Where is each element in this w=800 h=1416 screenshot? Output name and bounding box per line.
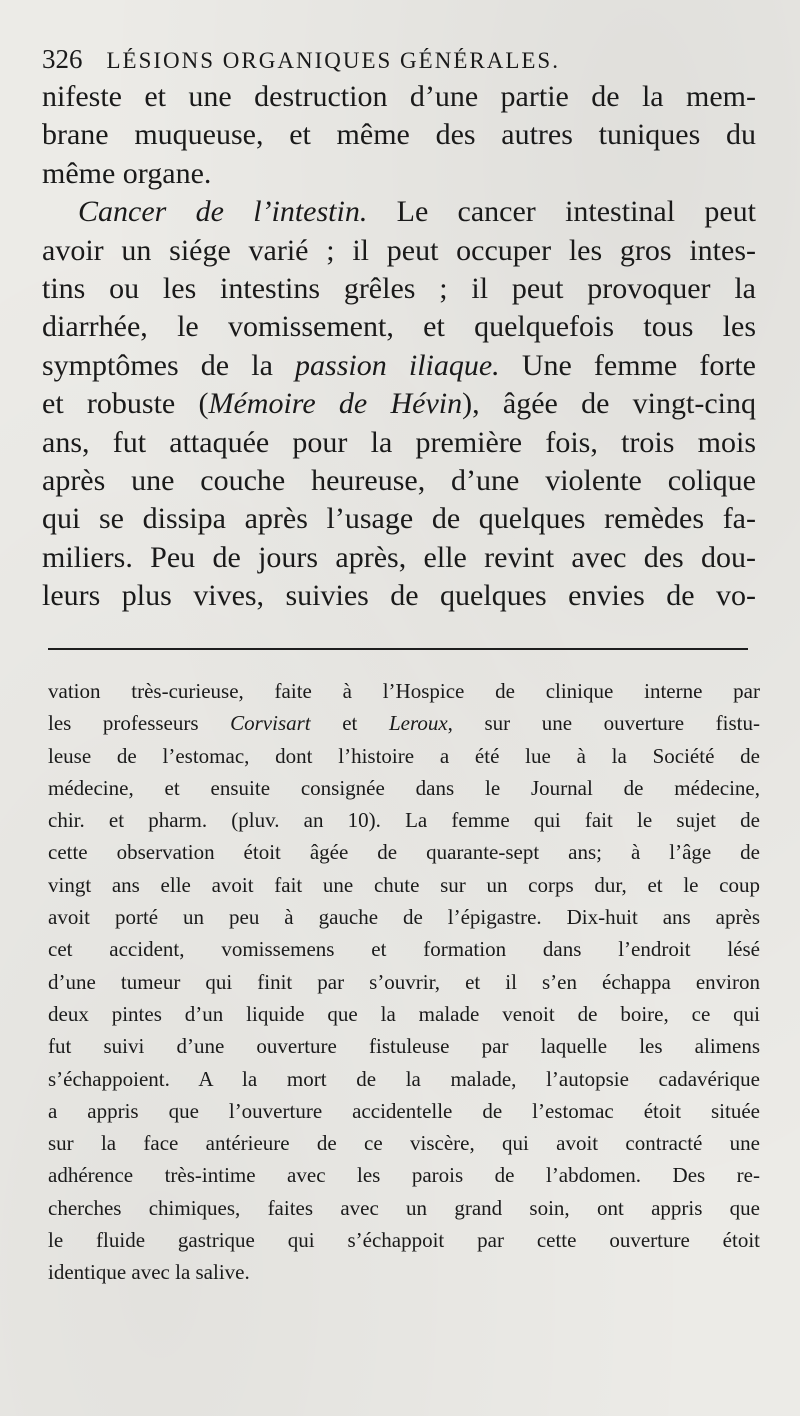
text-line	[42, 385, 756, 423]
page-number: 326	[42, 44, 83, 74]
footnote-line: sur la face antérieure de ce viscère, qui avoit contracté une	[48, 1131, 760, 1156]
citation: Mémoire de Hévin	[208, 387, 463, 421]
footnote-line: cherches chimiques, faites avec un grand soin, ont appris que	[48, 1195, 760, 1220]
footnote-line: cet accident, vomissemens et formation dans l’endroit lésé	[48, 937, 760, 962]
person-name: Corvisart	[230, 711, 311, 736]
footnote-line: s’échappoient. A la mort de la malade, l’autopsie cadavérique	[48, 1066, 760, 1091]
text-span: Le cancer intestinal peut	[367, 195, 756, 229]
footnote-line: d’une tumeur qui finit par s’ouvrir, et il s’en échappa environ	[48, 969, 760, 994]
footnote-line: le fluide gastrique qui s’échappoit par cette ouverture étoit	[48, 1228, 760, 1253]
text-span: et	[310, 711, 389, 736]
footnote-line: cette observation étoit âgée de quarante-sept ans; à l’âge de	[48, 840, 760, 865]
footnote-line	[48, 707, 760, 739]
text-line	[42, 193, 756, 231]
footnote-line: médecine, et ensuite consignée dans le Journal de médecine,	[48, 775, 760, 800]
footnote-line: adhérence très-intime avec les parois de l’abdomen. Des re-	[48, 1163, 760, 1188]
italic-term: passion iliaque.	[295, 348, 500, 382]
text-line: miliers. Peu de jours après, elle revint avec des dou-	[42, 540, 756, 574]
text-line: ans, fut attaquée pour la première fois, trois mois	[42, 425, 756, 459]
text-span: Une femme forte	[499, 348, 756, 382]
text-line: avoir un siége varié ; il peut occuper les gros intes-	[42, 233, 756, 267]
text-line: même organe.	[42, 156, 212, 190]
running-title: LÉSIONS ORGANIQUES GÉNÉRALES.	[106, 48, 560, 73]
person-name: Leroux	[388, 711, 448, 736]
footnote-line: avoit porté un peu à gauche de l’épigastre. Dix-huit ans après	[48, 905, 760, 930]
text-line: diarrhée, le vomissement, et quelquefois tous les	[42, 310, 756, 344]
footnote-line: identique avec la salive.	[48, 1260, 250, 1285]
footnote-line: fut suivi d’une ouverture fistuleuse par laquelle les alimens	[48, 1034, 760, 1059]
text-line: leurs plus vives, suivies de quelques envies de vo-	[42, 579, 756, 613]
text-line	[42, 347, 756, 385]
main-text	[42, 78, 756, 615]
section-title: Cancer de l’intestin.	[78, 195, 368, 229]
text-line: après une couche heureuse, d’une violente colique	[42, 463, 756, 497]
text-span: les professeurs	[48, 711, 231, 736]
text-span: , sur une ouverture fistu-	[447, 711, 760, 736]
footnote-line: a appris que l’ouverture accidentelle de l’estomac étoit située	[48, 1098, 760, 1123]
running-head	[42, 44, 762, 76]
text-span: et robuste (	[42, 387, 209, 421]
footnote-line: chir. et pharm. (pluv. an 10). La femme qui fait le sujet de	[48, 808, 760, 833]
footnote-line: vation très-curieuse, faite à l’Hospice de clinique interne par	[48, 679, 760, 703]
text-line: nifeste et une destruction d’une partie de la mem-	[42, 80, 756, 113]
text-span: ), âgée de vingt-cinq	[462, 387, 756, 421]
text-span: symptômes de la	[42, 348, 296, 382]
footnote	[48, 675, 760, 1289]
text-line: tins ou les intestins grêles ; il peut provoquer la	[42, 271, 756, 305]
footnote-line: leuse de l’estomac, dont l’histoire a été lue à la Société de	[48, 743, 760, 768]
footnote-line: deux pintes d’un liquide que la malade venoit de boire, ce qui	[48, 1001, 760, 1026]
footnote-line: vingt ans elle avoit fait une chute sur un corps dur, et le coup	[48, 872, 760, 897]
text-line: qui se dissipa après l’usage de quelques remèdes fa-	[42, 502, 756, 536]
footnote-rule	[48, 648, 748, 650]
text-line: brane muqueuse, et même des autres tuniques du	[42, 118, 756, 152]
